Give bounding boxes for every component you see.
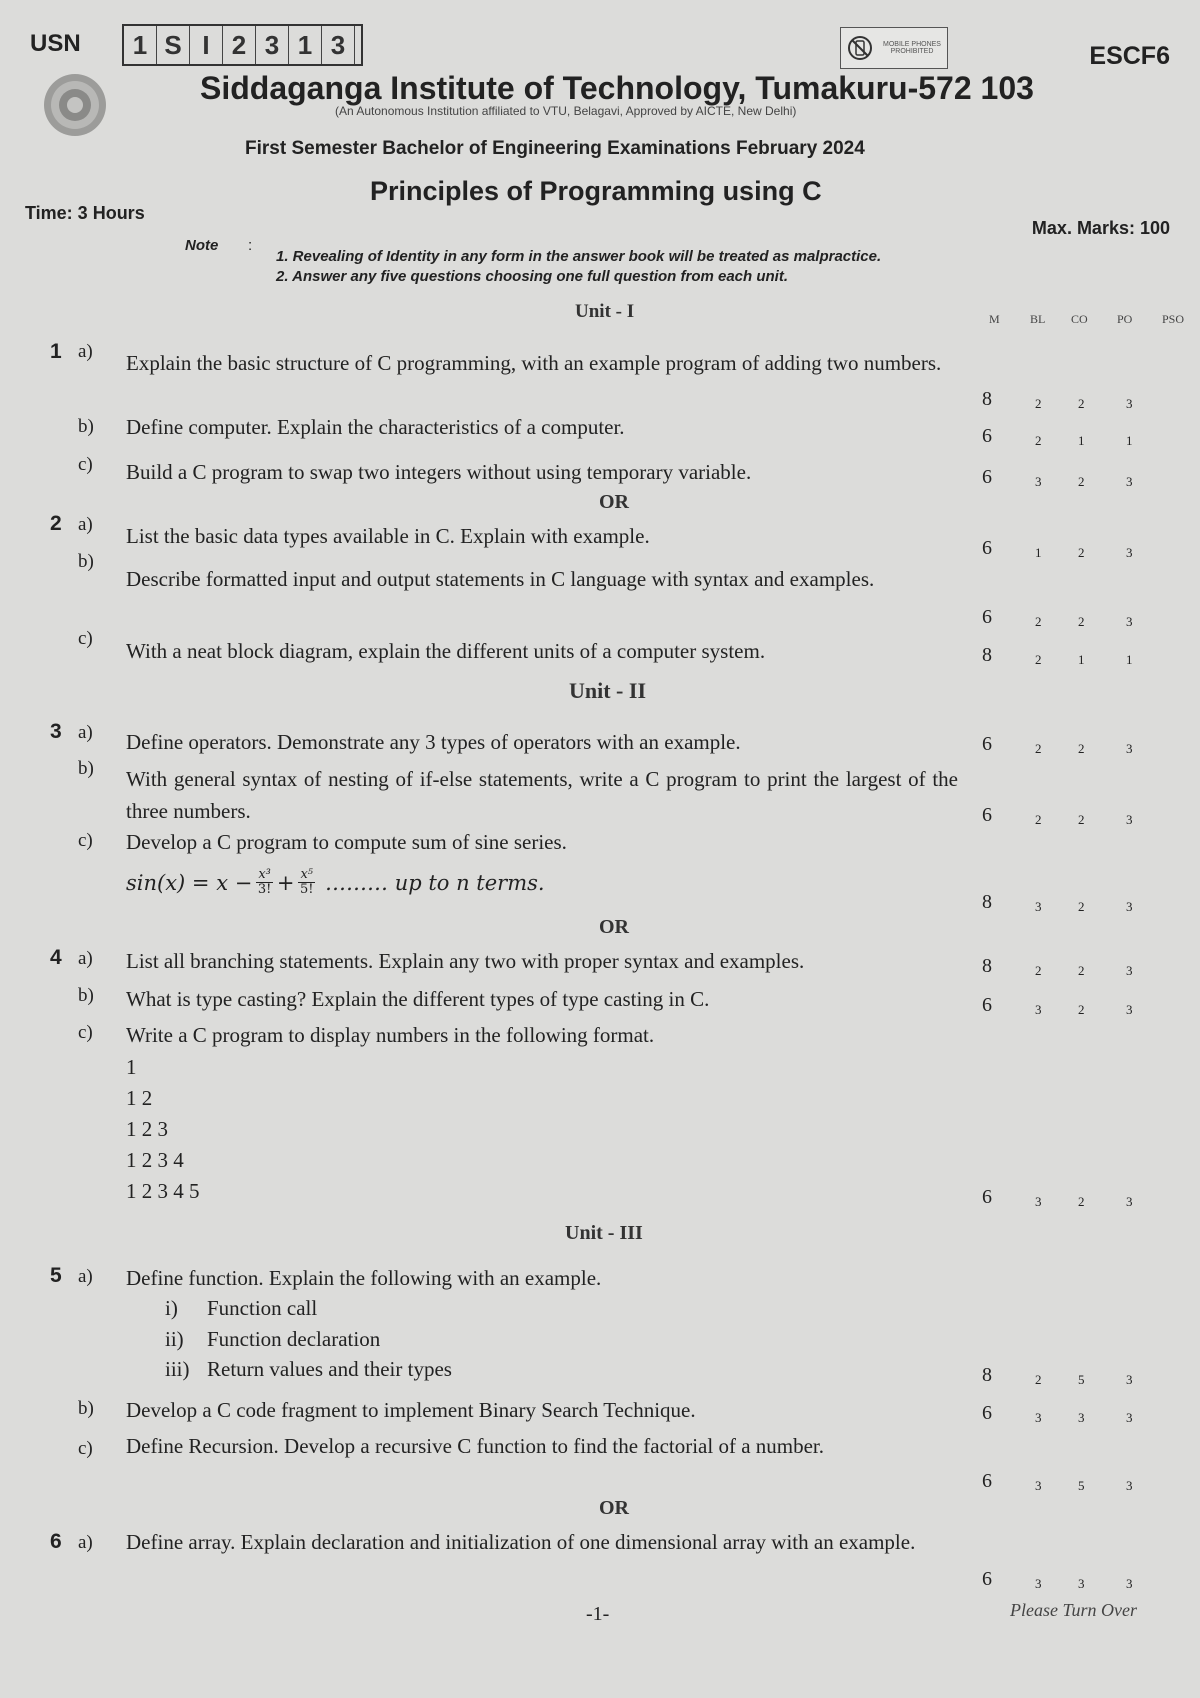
- sine-series-formula: [126, 868, 545, 897]
- marks-value: 6: [982, 606, 992, 628]
- pattern-row: 1 2 3: [126, 1117, 168, 1141]
- question-letter: b): [78, 551, 94, 572]
- po-value: 3: [1126, 1194, 1133, 1209]
- marks-value: 6: [982, 1568, 992, 1590]
- marks-value: 6: [982, 1186, 992, 1208]
- usn-char-empty: [355, 26, 361, 64]
- co-value: 2: [1078, 545, 1085, 560]
- sub-item-text: Function call: [207, 1296, 318, 1320]
- institute-affiliation: (An Autonomous Institution affiliated to VTU, Belagavi, Approved by AICTE, New Delhi): [335, 104, 797, 118]
- usn-char: S: [157, 26, 190, 64]
- note-label: Note: [185, 237, 219, 254]
- marks-value: 6: [982, 425, 992, 447]
- sub-item-text: Function declaration: [207, 1327, 381, 1351]
- note-colon: :: [248, 237, 253, 254]
- marks-value: 6: [982, 537, 992, 559]
- co-value: 2: [1078, 1194, 1085, 1209]
- question-text: Define array. Explain declaration and initialization of one dimensional array with an example.: [126, 1530, 916, 1554]
- co-value: 2: [1078, 396, 1085, 411]
- bl-value: 3: [1035, 1002, 1042, 1017]
- marks-value: 6: [982, 1470, 992, 1492]
- question-letter: b): [78, 1398, 94, 1419]
- question-number: 6: [50, 1530, 62, 1553]
- co-value: 5: [1078, 1478, 1085, 1493]
- bl-value: 2: [1035, 433, 1042, 448]
- usn-char: 1: [124, 26, 157, 64]
- pattern-row: 1 2 3 4: [126, 1148, 184, 1172]
- bl-value: 2: [1035, 812, 1042, 827]
- question-number: 5: [50, 1264, 62, 1287]
- formula-fraction: [298, 868, 315, 897]
- co-value: 1: [1078, 652, 1085, 667]
- co-value: 2: [1078, 1002, 1085, 1017]
- usn-char: 1: [289, 26, 322, 64]
- formula-denominator: 5!: [299, 882, 314, 897]
- formula-plus: +: [276, 870, 295, 895]
- po-value: 3: [1126, 741, 1133, 756]
- pattern-row: 1: [126, 1055, 137, 1079]
- marks-value: 8: [982, 644, 992, 666]
- co-value: 2: [1078, 899, 1085, 914]
- col-header-po: PO: [1117, 312, 1133, 326]
- badge-text: MOBILE PHONES PROHIBITED: [883, 41, 941, 55]
- or-separator: OR: [599, 491, 629, 513]
- po-value: 3: [1126, 899, 1133, 914]
- bl-value: 2: [1035, 652, 1042, 667]
- po-value: 3: [1126, 1478, 1133, 1493]
- subject-title: Principles of Programming using C: [370, 176, 822, 206]
- question-letter: c): [78, 1438, 93, 1459]
- po-value: 3: [1126, 963, 1133, 978]
- sub-item-numeral: ii): [165, 1327, 184, 1351]
- question-text: What is type casting? Explain the different types of type casting in C.: [126, 987, 710, 1011]
- pattern-row: 1 2: [126, 1086, 153, 1110]
- po-value: 3: [1126, 396, 1133, 411]
- max-marks: Max. Marks: 100: [1031, 218, 1170, 238]
- usn-char: 2: [223, 26, 256, 64]
- exam-duration: Time: 3 Hours: [25, 203, 145, 223]
- question-letter: a): [78, 1266, 93, 1287]
- question-letter: a): [78, 722, 93, 743]
- unit-heading: Unit - I: [575, 301, 635, 322]
- question-letter: b): [78, 416, 94, 437]
- bl-value: 2: [1035, 396, 1042, 411]
- sub-item: [165, 1296, 317, 1321]
- question-text: Define Recursion. Develop a recursive C function to find the factorial of a number.: [126, 1434, 825, 1458]
- usn-label: USN: [30, 30, 81, 57]
- co-value: 2: [1078, 812, 1085, 827]
- col-header-pso: PSO: [1162, 312, 1185, 326]
- usn-char: 3: [256, 26, 289, 64]
- page-number: -1-: [586, 1603, 610, 1625]
- question-letter: c): [78, 830, 93, 851]
- bl-value: 3: [1035, 899, 1042, 914]
- formula-numerator: x⁵: [300, 867, 314, 882]
- question-text: Write a C program to display numbers in the following format.: [126, 1023, 655, 1047]
- bl-value: 3: [1035, 474, 1042, 489]
- po-value: 3: [1126, 1002, 1133, 1017]
- bl-value: 3: [1035, 1194, 1042, 1209]
- po-value: 3: [1126, 1576, 1133, 1591]
- question-letter: c): [78, 1022, 93, 1043]
- po-value: 3: [1126, 812, 1133, 827]
- po-value: 3: [1126, 545, 1133, 560]
- po-value: 3: [1126, 1372, 1133, 1387]
- question-text: Define computer. Explain the characteristics of a computer.: [126, 415, 625, 439]
- note-line-1: 1. Revealing of Identity in any form in the answer book will be treated as malpractice.: [276, 248, 882, 265]
- po-value: 3: [1126, 474, 1133, 489]
- question-letter: b): [78, 985, 94, 1006]
- question-letter: c): [78, 628, 93, 649]
- question-number: 4: [50, 946, 62, 969]
- co-value: 2: [1078, 741, 1085, 756]
- marks-value: 8: [982, 955, 992, 977]
- col-header-bl: BL: [1030, 312, 1046, 326]
- question-letter: a): [78, 948, 93, 969]
- note-line-2: 2. Answer any five questions choosing one full question from each unit.: [276, 268, 789, 285]
- no-phone-icon: [847, 35, 873, 61]
- question-text: Describe formatted input and output statements in C language with syntax and examples.: [126, 567, 875, 591]
- sub-item-numeral: i): [165, 1296, 178, 1320]
- bl-value: 2: [1035, 741, 1042, 756]
- formula-lhs: sin(x) = x −: [126, 870, 253, 895]
- usn-boxes: [122, 24, 363, 66]
- mobile-prohibited-badge: [840, 27, 948, 69]
- question-letter: c): [78, 454, 93, 475]
- question-number: 2: [50, 512, 62, 535]
- or-separator: OR: [599, 916, 629, 938]
- question-letter: a): [78, 514, 93, 535]
- co-value: 1: [1078, 433, 1085, 448]
- question-text: List all branching statements. Explain any two with proper syntax and examples.: [126, 949, 805, 973]
- marks-value: 6: [982, 733, 992, 755]
- bl-value: 2: [1035, 1372, 1042, 1387]
- question-text: Develop a C program to compute sum of sine series.: [126, 830, 567, 854]
- col-header-marks: M: [989, 312, 1000, 326]
- question-number: 3: [50, 720, 62, 743]
- exam-title: First Semester Bachelor of Engineering Examinations February 2024: [245, 138, 865, 159]
- unit-heading: Unit - III: [565, 1222, 643, 1244]
- question-letter: a): [78, 1532, 93, 1553]
- marks-value: 6: [982, 994, 992, 1016]
- marks-value: 6: [982, 466, 992, 488]
- or-separator: OR: [599, 1497, 629, 1519]
- question-number: 1: [50, 340, 62, 363]
- marks-value: 6: [982, 1402, 992, 1424]
- marks-value: 8: [982, 388, 992, 410]
- question-text: With a neat block diagram, explain the different units of a computer system.: [126, 639, 766, 663]
- sub-item: [165, 1357, 452, 1382]
- please-turn-over: Please Turn Over: [1010, 1600, 1137, 1620]
- po-value: 3: [1126, 614, 1133, 629]
- bl-value: 2: [1035, 614, 1042, 629]
- col-header-co: CO: [1071, 312, 1088, 326]
- co-value: 5: [1078, 1372, 1085, 1387]
- usn-char: 3: [322, 26, 355, 64]
- institute-name: Siddaganga Institute of Technology, Tumakuru-572 103: [200, 70, 1034, 106]
- po-value: 3: [1126, 1410, 1133, 1425]
- question-text: Develop a C code fragment to implement Binary Search Technique.: [126, 1398, 696, 1422]
- institute-logo-icon: [42, 72, 108, 138]
- formula-denominator: 3!: [257, 882, 272, 897]
- question-text: Build a C program to swap two integers without using temporary variable.: [126, 460, 752, 484]
- marks-value: 6: [982, 804, 992, 826]
- marks-value: 8: [982, 891, 992, 913]
- question-text: Explain the basic structure of C programming, with an example program of adding two numbers.: [126, 351, 942, 375]
- bl-value: 3: [1035, 1576, 1042, 1591]
- question-text: List the basic data types available in C. Explain with example.: [126, 524, 650, 548]
- co-value: 3: [1078, 1576, 1085, 1591]
- sub-item: [165, 1327, 380, 1352]
- formula-numerator: x³: [258, 867, 271, 882]
- question-letter: b): [78, 758, 94, 779]
- usn-char: I: [190, 26, 223, 64]
- co-value: 2: [1078, 474, 1085, 489]
- co-value: 3: [1078, 1410, 1085, 1425]
- co-value: 2: [1078, 614, 1085, 629]
- paper-code: ESCF6: [1089, 42, 1170, 70]
- formula-fraction: [256, 868, 273, 897]
- co-value: 2: [1078, 963, 1085, 978]
- formula-tail: ……… up to n terms.: [325, 870, 545, 895]
- marks-value: 8: [982, 1364, 992, 1386]
- bl-value: 2: [1035, 963, 1042, 978]
- bl-value: 3: [1035, 1410, 1042, 1425]
- po-value: 1: [1126, 652, 1133, 667]
- question-letter: a): [78, 341, 93, 362]
- question-text: Define operators. Demonstrate any 3 types of operators with an example.: [126, 730, 741, 754]
- bl-value: 1: [1035, 545, 1042, 560]
- sub-item-text: Return values and their types: [207, 1357, 452, 1381]
- po-value: 1: [1126, 433, 1133, 448]
- bl-value: 3: [1035, 1478, 1042, 1493]
- question-text: With general syntax of nesting of if-else statements, write a C program to print the largest of the three numbers.: [126, 767, 958, 823]
- pattern-row: 1 2 3 4 5: [126, 1179, 200, 1203]
- unit-heading: Unit - II: [569, 678, 647, 703]
- question-text: Define function. Explain the following with an example.: [126, 1266, 602, 1290]
- sub-item-numeral: iii): [165, 1357, 190, 1381]
